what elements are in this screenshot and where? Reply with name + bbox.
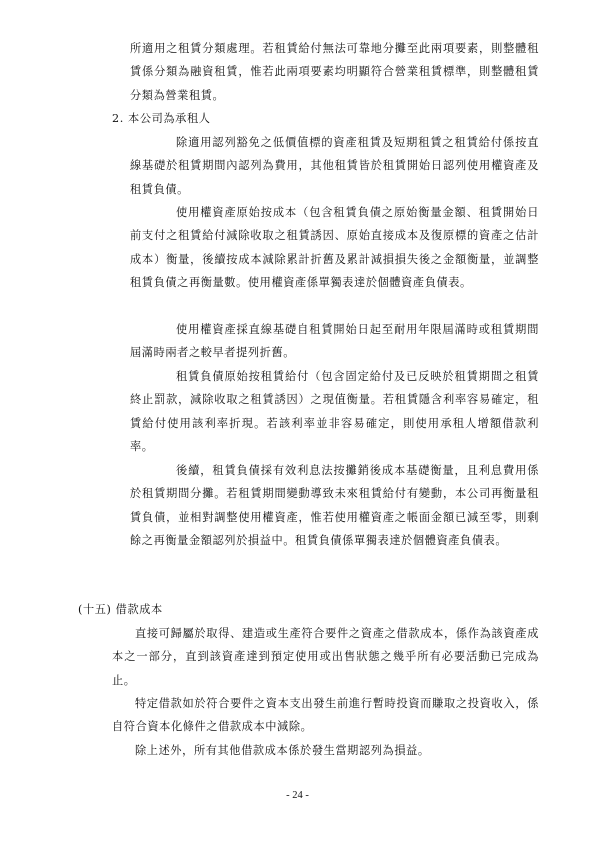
right-of-use-measurement-paragraph: 使用權資產原始按成本（包含租賃負債之原始衡量金額、租賃開始日前支付之租賃給付減除收取之租賃誘因、原始直接成本及復原標的資產之估計成本）衡量，後續按成本減除累計折舊及累計減損損失後之金額衡量，並調整租賃負債之再衡量數。使用權資產係單獨表達於個體資產負債表。 — [130, 206, 539, 290]
lessee-heading: 2. 本公司為承租人 — [112, 112, 211, 125]
borrowing-costs-heading: (十五) 借款成本 — [78, 603, 163, 616]
borrowing-costs-capitalization-paragraph: 直接可歸屬於取得、建造或生產符合要件之資產之借款成本，係作為該資產成本之一部分，直到該資產達到預定使用或出售狀態之幾乎所有必要活動已完成為止。 — [112, 627, 539, 687]
borrowing-costs-expense-paragraph: 除上述外，所有其他借款成本係於發生當期認列為損益。 — [135, 744, 430, 757]
lease-liability-subsequent-paragraph: 後續，租賃負債採有效利息法按攤銷後成本基礎衡量，且利息費用係於租賃期間分攤。若租賃期間變動導致未來租賃給付有變動，本公司再衡量租賃負債，並相對調整使用權資產，惟若使用權資產之帳面金額已減至零，則剩餘之再衡量金額認列於損益中。租賃負債係單獨表達於個體資產負債表。 — [130, 464, 539, 548]
lessee-recognition-paragraph: 除適用認列豁免之低價值標的資產租賃及短期租賃之租賃給付係按直線基礎於租賃期間內認列為費用，其他租賃皆於租賃開始日認列使用權資產及租賃負債。 — [130, 136, 539, 196]
borrowing-costs-investment-income-paragraph: 特定借款如於符合要件之資本支出發生前進行暫時投資而賺取之投資收入，係自符合資本化條件之借款成本中減除。 — [112, 697, 539, 734]
lease-liability-initial-paragraph: 租賃負債原始按租賃給付（包含固定給付及已反映於租賃期間之租賃終止罰款，減除收取之租賃誘因）之現值衡量。若租賃隱含利率容易確定，租賃給付使用該利率折現。若該利率並非容易確定，則使用承租人增額借款利率。 — [130, 370, 539, 454]
lease-classification-paragraph: 所適用之租賃分類處理。若租賃給付無法可靠地分攤至此兩項要素，則整體租賃係分類為融資租賃，惟若此兩項要素均明顯符合營業租賃標準，則整體租賃分類為營業租賃。 — [130, 42, 539, 102]
page-number: - 24 - — [286, 790, 309, 801]
right-of-use-depreciation-paragraph: 使用權資產採直線基礎自租賃開始日起至耐用年限屆滿時或租賃期間屆滿時兩者之較早者提列折舊。 — [130, 323, 539, 360]
